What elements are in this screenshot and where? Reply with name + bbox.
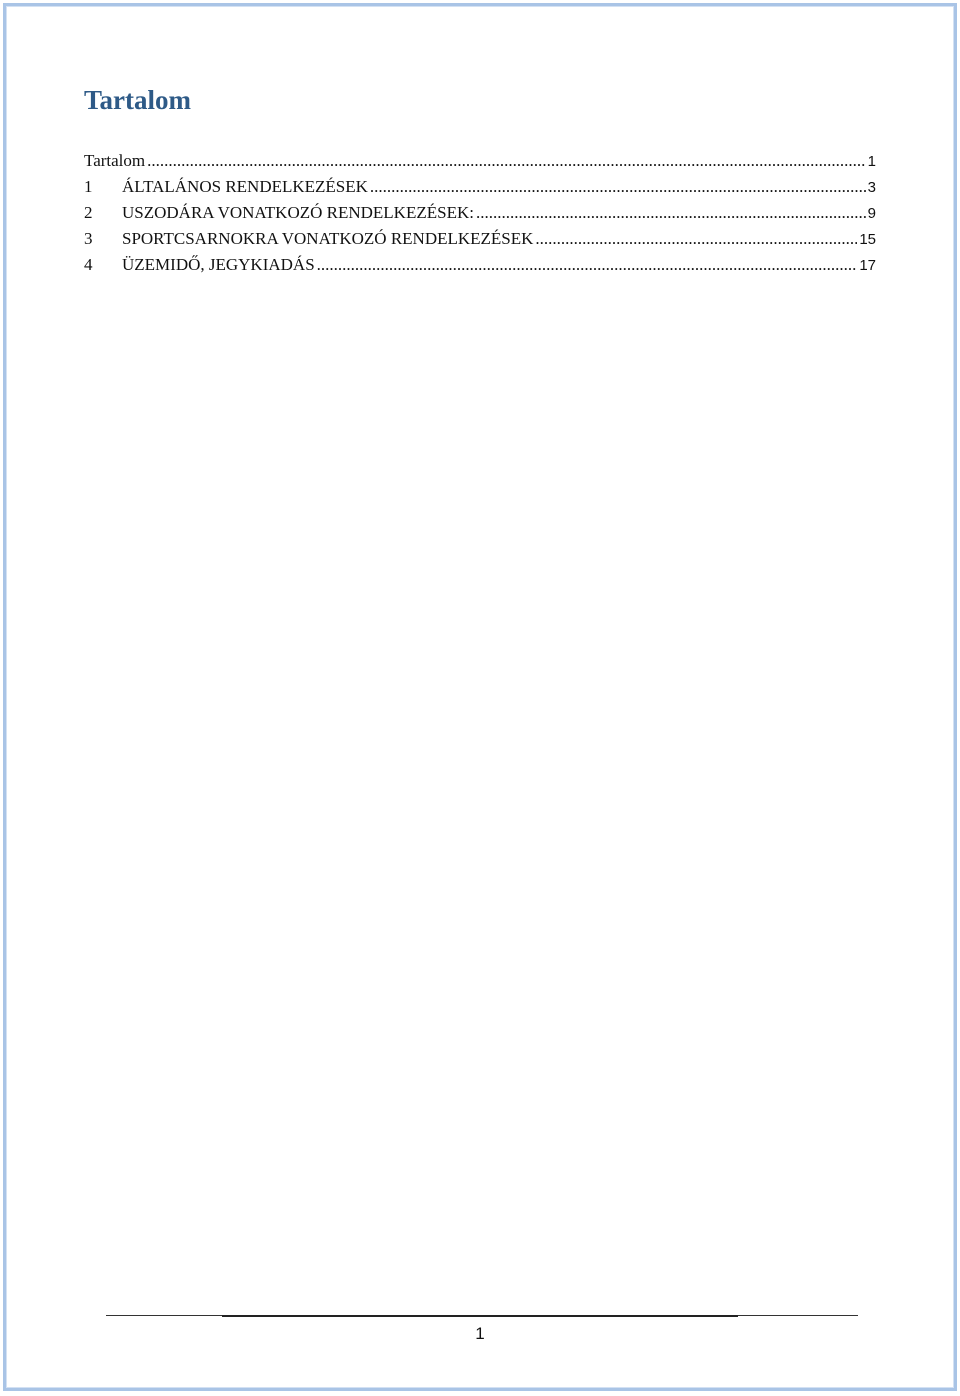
toc-list [84,148,876,278]
toc-leader-dots [370,174,866,200]
page-number: 1 [475,1324,485,1343]
toc-heading: Tartalom [84,85,191,115]
toc-entry-title: ÜZEMIDŐ, JEGYKIADÁS [122,255,315,274]
toc-entry-title: ÁLTALÁNOS RENDELKEZÉSEK [122,177,368,196]
toc-leader-dots [476,200,866,226]
toc-entry-page: 9 [867,205,876,222]
toc-entry-2[interactable] [84,200,876,226]
toc-entry-3[interactable] [84,226,876,252]
toc-entry-page: 17 [859,257,876,274]
toc-entry-number: 4 [84,255,93,274]
footer-rule-accent [222,1315,738,1317]
toc-entry-page: 1 [867,153,876,170]
toc-leader-dots [317,252,858,278]
toc-entry-4[interactable] [84,252,876,278]
toc-entry-tartalom[interactable] [84,148,876,174]
toc-entry-page: 15 [859,231,876,248]
toc-entry-number: 1 [84,177,93,196]
toc-entry-title: Tartalom [84,151,146,170]
toc-entry-1[interactable] [84,174,876,200]
toc-entry-title: USZODÁRA VONATKOZÓ RENDELKEZÉSEK: [122,203,474,222]
toc-leader-dots [147,148,866,174]
toc-entry-number: 2 [84,203,93,222]
toc-entry-page: 3 [867,179,876,196]
toc-entry-title: SPORTCSARNOKRA VONATKOZÓ RENDELKEZÉSEK [122,229,534,248]
toc-entry-number: 3 [84,229,93,248]
toc-leader-dots [535,226,857,252]
